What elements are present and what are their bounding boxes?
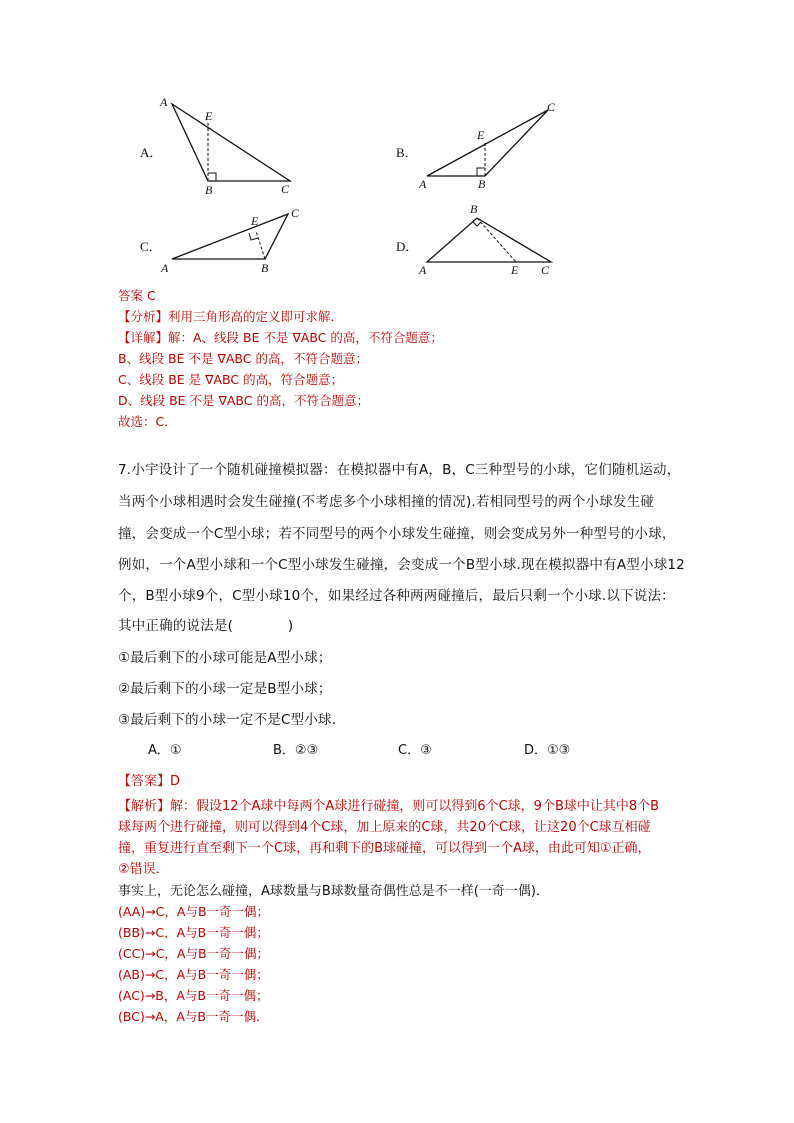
q7-case-5: (AC)→B，A与B一奇一偶； [118,988,269,1003]
q7-line-1: 7.小宇设计了一个随机碰撞模拟器：在模拟器中有A，B，C三种型号的小球，它们随机运动， [118,462,681,478]
triangle-figure-b [415,98,565,193]
vertex-c: C [291,206,300,220]
option-c-label: C． [140,239,162,254]
vertex-b: B [470,202,478,216]
q7-explanation-4: ②错误． [118,862,169,877]
vertex-a: A [419,263,427,277]
q7-case-4: (AB)→C，A与B一奇一偶； [118,967,269,982]
triangle-figure-a [155,92,305,197]
q7-statement-1: ①最后剩下的小球可能是A型小球； [118,650,332,666]
q7-explanation-2: 球每两个进行碰撞，则可以得到4个C球，加上原来的C球，共20个C球，让这20个C球互相碰 [118,820,651,835]
q7-statement-2: ②最后剩下的小球一定是B型小球； [118,681,332,697]
q7-line-6: 其中正确的说法是( ) [118,618,294,634]
q6-detail-c: C、线段 BE 是 ∇ABC 的高，符合题意； [118,372,344,387]
q7-line-4: 例如，一个A型小球和一个C型小球发生碰撞，会变成一个B型小球.现在模拟器中有A型小球12 [118,557,685,573]
q6-detail-a: 【详解】解：A、线段 BE 不是 ∇ABC 的高，不符合题意； [118,330,443,345]
vertex-b: B [205,183,213,197]
q6-detail-d: D、线段 BE 不是 ∇ABC 的高，不符合题意； [118,393,369,408]
q7-case-6: (BC)→A，A与B一奇一偶． [118,1009,269,1024]
q7-choice-b: B．②③ [273,743,319,758]
q7-line-5: 个，B型小球9个，C型小球10个，如果经过各种两两碰撞后，最后只剩一个小球.以下说法： [118,588,675,604]
option-a-label: A． [140,145,163,160]
q7-choice-d: D．①③ [524,743,571,758]
vertex-c: C [547,100,556,114]
vertex-a: A [160,95,168,109]
q7-case-1: (AA)→C，A与B一奇一偶； [118,904,270,919]
q7-explanation-5: 事实上，无论怎么碰撞，A球数量与B球数量奇偶性总是不一样(一奇一偶)． [118,884,549,899]
q7-case-3: (CC)→C，A与B一奇一偶； [118,946,270,961]
option-d-label: D． [396,239,419,254]
q6-answer: 答案 C [118,288,156,303]
vertex-c: C [281,182,290,196]
vertex-e: E [477,128,485,142]
vertex-a: A [419,177,427,191]
vertex-e: E [511,263,519,277]
q6-detail-b: B、线段 BE 不是 ∇ABC 的高，不符合题意； [118,351,368,366]
q6-choose: 故选：C． [118,414,177,429]
q7-answer: 【答案】D [118,774,181,789]
vertex-b: B [261,261,269,275]
vertex-a: A [161,261,169,275]
vertex-c: C [541,263,550,277]
q6-analysis: 【分析】利用三角形高的定义即可求解． [118,309,344,324]
triangle-figure-d [415,200,565,280]
q7-statement-3: ③最后剩下的小球一定不是C型小球． [118,712,346,728]
vertex-e: E [205,109,213,123]
q7-line-2: 当两个小球相遇时会发生碰撞(不考虑多个小球相撞的情况).若相同型号的两个小球发生碰 [118,494,655,510]
option-b-label: B． [396,145,418,160]
q7-case-2: (BB)→C，A与B一奇一偶； [118,925,269,940]
triangle-figure-c [155,200,315,280]
q7-choice-c: C．③ [398,743,432,758]
q7-explanation-3: 撞，重复进行直至剩下一个C球，再和剩下的B球碰撞，可以得到一个A球，由此可知①正确， [118,841,651,856]
vertex-b: B [478,177,486,191]
vertex-e: E [251,214,259,228]
q7-choice-a: A．① [148,743,182,758]
q7-explanation-1: 【解析】解：假设12个A球中每两个A球进行碰撞，则可以得到6个C球，9个B球中让其中8个B [118,799,660,814]
q7-line-3: 撞，会变成一个C型小球；若不同型号的两个小球发生碰撞，则会变成另外一种型号的小球， [118,526,676,542]
